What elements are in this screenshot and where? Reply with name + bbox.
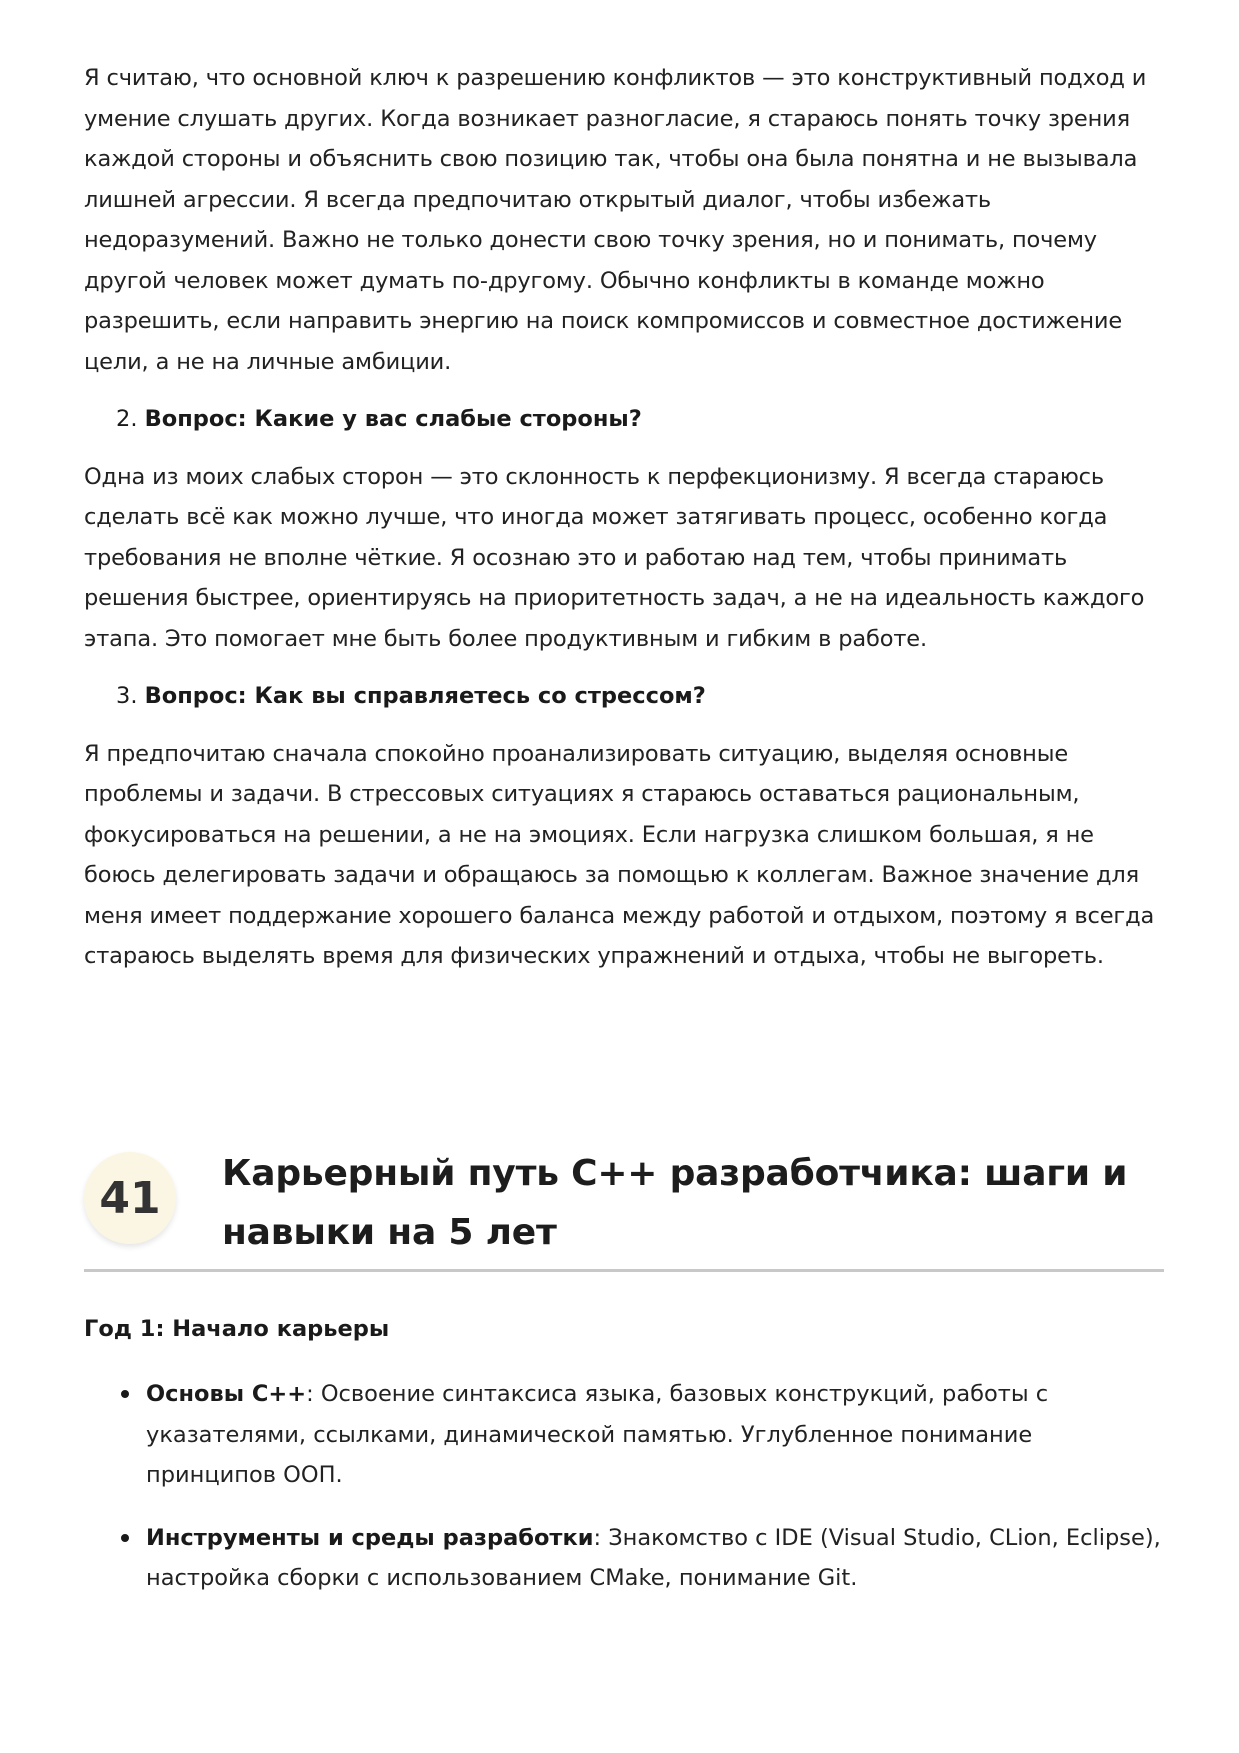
document-page [84, 58, 1164, 977]
list-item-term: Основы C++ [146, 1381, 307, 1407]
bullet-icon [121, 1534, 129, 1542]
answer-paragraph-stress: Я предпочитаю сначала спокойно проанализировать ситуацию, выделяя основные проблемы и задачи. В стрессовых ситуациях я стараюсь оставаться рациональным, фокусироваться на решении, а не на эмоциях. Если нагрузка слишком большая, я не боюсь делегировать задачи и обращаюсь за помощью к коллегам. Важное значение для меня имеет поддержание хорошего баланса между работой и отдыхом, поэтому я всегда стараюсь выделять время для физических упражнений и отдыха, чтобы не выгореть. [84, 740, 1155, 969]
section-number-badge: 41 [84, 1152, 176, 1244]
question-text: Вопрос: Как вы справляетесь со стрессом? [144, 683, 706, 709]
question-stress [84, 676, 1164, 717]
answer-paragraph-conflicts: Я считаю, что основной ключ к разрешению конфликтов — это конструктивный подход и умение слушать других. Когда возникает разногласие, я стараюсь понять точку зрения каждой стороны и объяснить свою позицию так, чтобы она была понятна и не вызывала лишней агрессии. Я всегда предпочитаю открытый диалог, чтобы избежать недоразумений. Важно не только донести свою точку зрения, но и понимать, почему другой человек может думать по-другому. Обычно конфликты в команде можно разрешить, если направить энергию на поиск компромиссов и совместное достижение цели, а не на личные амбиции. [84, 65, 1147, 375]
section-divider [84, 1269, 1164, 1272]
question-number: 2. [116, 406, 138, 432]
section-header [84, 1140, 1164, 1272]
year-heading: Год 1: Начало карьеры [84, 1316, 390, 1342]
list-item [84, 1374, 1164, 1496]
list-item [84, 1518, 1164, 1599]
list-item-text: : Освоение синтаксиса языка, базовых конструкций, работы с указателями, ссылками, динамической памятью. Углубленное понимание принципов ООП. [146, 1381, 1049, 1488]
bullet-icon [121, 1390, 129, 1398]
question-number: 3. [116, 683, 138, 709]
question-weaknesses [84, 399, 1164, 440]
list-item-term: Инструменты и среды разработки [146, 1524, 594, 1551]
section-title: Карьерный путь C++ разработчика: шаги и навыки на 5 лет [222, 1153, 1128, 1253]
answer-paragraph-weaknesses: Одна из моих слабых сторон — это склонность к перфекционизму. Я всегда стараюсь сделать всё как можно лучше, что иногда может затягивать процесс, особенно когда требования не вполне чёткие. Я осознаю это и работаю над тем, чтобы принимать решения быстрее, ориентируясь на приоритетность задач, а не на идеальность каждого этапа. Это помогает мне быть более продуктивным и гибким в работе. [84, 463, 1145, 652]
list-item-text: : Знакомство с IDE (Visual Studio, CLion, Eclipse), настройка сборки с использованием CMake, понимание Git. [146, 1524, 1161, 1591]
question-text: Вопрос: Какие у вас слабые стороны? [144, 406, 642, 432]
skills-list [84, 1374, 1164, 1621]
